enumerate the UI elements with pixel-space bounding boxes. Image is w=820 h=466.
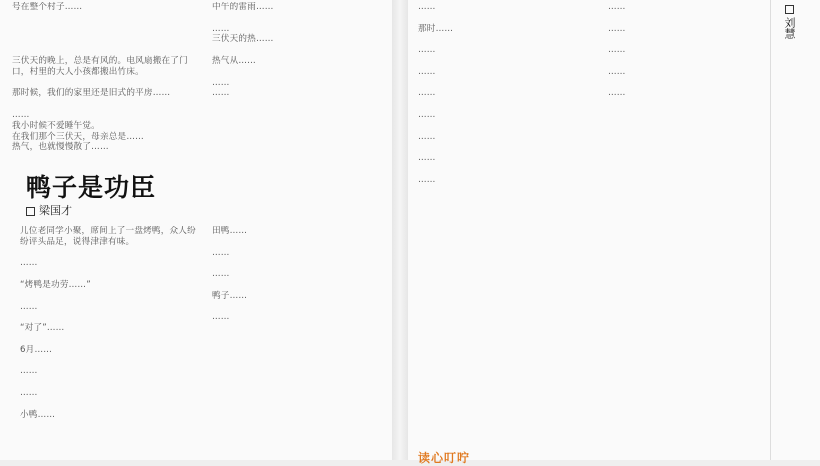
side-author-name: 刘慧 <box>783 17 796 39</box>
article-byline <box>26 202 72 218</box>
lower-column-1: 儿位老同学小聚，席间上了一盘烤鸭，众人纷纷评头品足，说得津津有味。 …… “烤鸭是功劳……” …… “对了”…… 6月…… …… …… 小鸭…… <box>20 226 196 420</box>
article-title: 鸭子是功臣 <box>26 173 157 202</box>
section-heading: 读心叮咛 <box>418 451 471 465</box>
page-gutter <box>392 0 408 460</box>
side-byline <box>781 5 797 39</box>
upper-column-2: 中午的雷雨…… …… 三伏天的热…… 热气从…… …… …… <box>212 2 274 99</box>
author-name: 梁国才 <box>39 204 72 217</box>
byline-box-icon <box>785 5 794 14</box>
column-divider <box>770 0 771 460</box>
byline-box-icon <box>26 207 35 216</box>
right-column-2: …… …… …… …… …… <box>608 2 626 99</box>
upper-column-1: 号在整个村子…… 三伏天的晚上，总是有风的。电风扇搬在了门口，村里的大人小孩都搬出竹床。 那时候，我们的家里还是旧式的平房…… …… 我小时候不爱睡午觉。 在我们那个三伏天，母亲总是…… 热气，也就慢慢散了…… <box>12 2 188 153</box>
right-column-1: …… 那时…… …… …… …… …… …… …… …… <box>418 2 454 185</box>
lower-column-2: 田鸭…… …… …… 鸭子…… …… <box>212 226 248 323</box>
